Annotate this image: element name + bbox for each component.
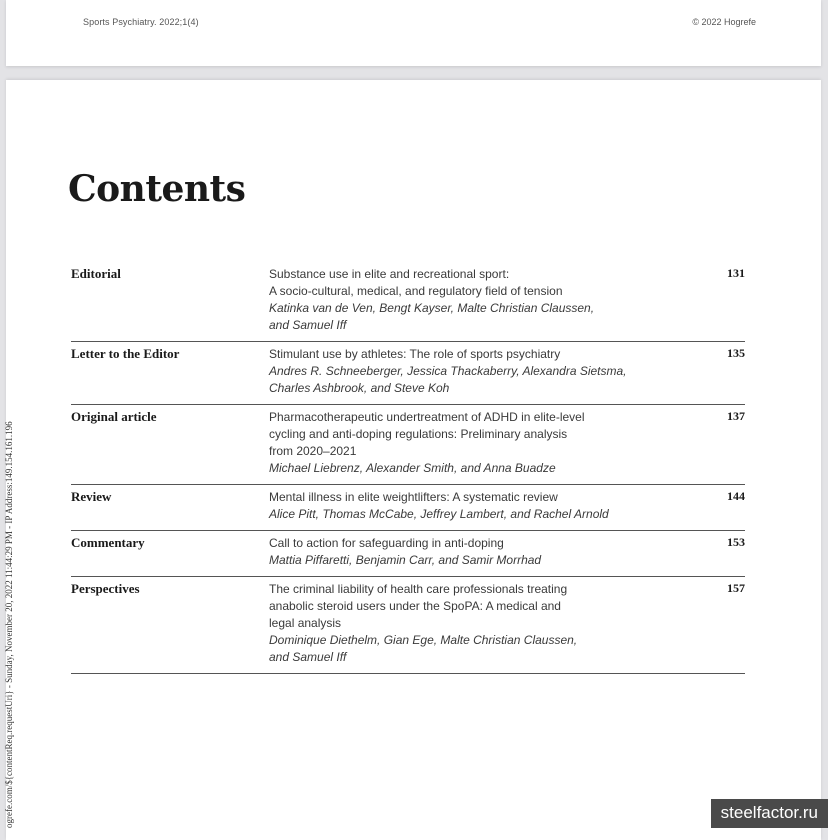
article-title[interactable]: The criminal liability of health care professionals treating anabolic steroid users under the SpoPA: A medical and legal analysis bbox=[269, 582, 568, 630]
copyright-notice: © 2022 Hogrefe bbox=[692, 17, 756, 27]
article-authors: Andres R. Schneeberger, Jessica Thackaberry, Alexandra Sietsma, Charles Ashbrook, and Steve Koh bbox=[269, 364, 627, 395]
article-title[interactable]: Mental illness in elite weightlifters: A systematic review bbox=[269, 490, 558, 504]
toc-entry-editorial[interactable] bbox=[71, 266, 745, 342]
article-info bbox=[269, 409, 669, 477]
article-info bbox=[269, 266, 669, 334]
page-number: 157 bbox=[727, 581, 745, 595]
article-authors: Alice Pitt, Thomas McCabe, Jeffrey Lambert, and Rachel Arnold bbox=[269, 507, 609, 521]
section-label: Review bbox=[71, 489, 112, 504]
contents-page bbox=[6, 80, 821, 840]
article-authors: Michael Liebrenz, Alexander Smith, and Anna Buadze bbox=[269, 461, 556, 475]
page-number: 135 bbox=[727, 346, 745, 360]
page-number: 131 bbox=[727, 266, 745, 280]
section-label: Perspectives bbox=[71, 581, 140, 596]
toc-entry-perspectives[interactable] bbox=[71, 577, 745, 674]
page-number: 153 bbox=[727, 535, 745, 549]
article-info bbox=[269, 535, 669, 569]
section-label: Letter to the Editor bbox=[71, 346, 180, 361]
page-number: 144 bbox=[727, 489, 745, 503]
article-title[interactable]: Call to action for safeguarding in anti-doping bbox=[269, 536, 504, 550]
article-info bbox=[269, 581, 669, 666]
article-title[interactable]: Stimulant use by athletes: The role of sports psychiatry bbox=[269, 347, 561, 361]
page-title: Contents bbox=[68, 168, 246, 210]
section-label: Original article bbox=[71, 409, 157, 424]
article-title[interactable]: Substance use in elite and recreational sport: A socio-cultural, medical, and regulatory field of tension bbox=[269, 267, 563, 298]
article-info bbox=[269, 346, 669, 397]
toc-entry-original-article[interactable] bbox=[71, 405, 745, 485]
section-label: Editorial bbox=[71, 266, 121, 281]
table-of-contents bbox=[71, 266, 745, 674]
download-watermark: ogrefe.com/${contentReq.requestUri} - Sunday, November 20, 2022 11:44:29 PM - IP Address:149.154.161.196 bbox=[4, 421, 14, 828]
article-authors: Katinka van de Ven, Bengt Kayser, Malte Christian Claussen, and Samuel Iff bbox=[269, 301, 595, 332]
toc-entry-commentary[interactable] bbox=[71, 531, 745, 577]
previous-page-footer bbox=[6, 0, 821, 66]
toc-entry-review[interactable] bbox=[71, 485, 745, 531]
toc-entry-letter[interactable] bbox=[71, 342, 745, 405]
article-authors: Dominique Diethelm, Gian Ege, Malte Christian Claussen, and Samuel Iff bbox=[269, 633, 578, 664]
article-info bbox=[269, 489, 669, 523]
site-badge: steelfactor.ru bbox=[711, 799, 828, 828]
article-title[interactable]: Pharmacotherapeutic undertreatment of ADHD in elite-level cycling and anti-doping regulations: Preliminary analysis from 2020–2021 bbox=[269, 410, 585, 458]
section-label: Commentary bbox=[71, 535, 145, 550]
page-number: 137 bbox=[727, 409, 745, 423]
journal-citation: Sports Psychiatry. 2022;1(4) bbox=[83, 17, 199, 27]
article-authors: Mattia Piffaretti, Benjamin Carr, and Samir Morrhad bbox=[269, 553, 542, 567]
